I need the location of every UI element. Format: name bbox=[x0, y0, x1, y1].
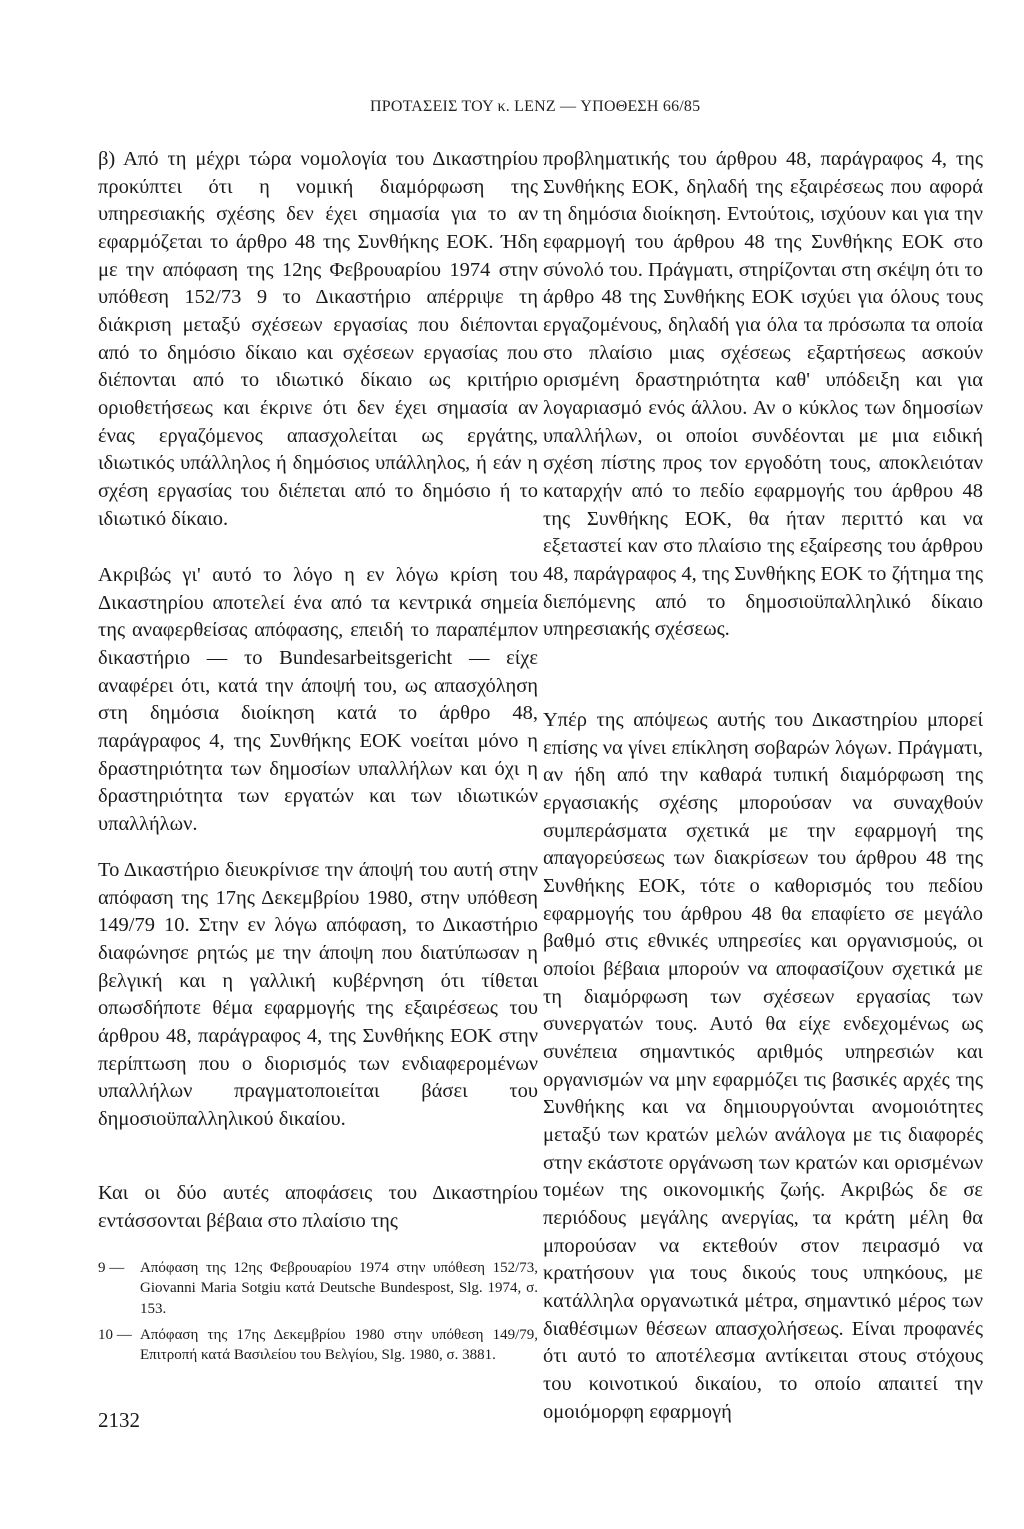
paragraph: Το Δικαστήριο διευκρίνισε την άποψή του αυτή στην απόφαση της 17ης Δεκεμβρίου 1980, στην υπόθεση 149/79 10. Στην εν λόγω απόφαση, το Δικαστήριο διαφώνησε ρητώς με την άποψη που διατύπωσαν η βελγική και η γαλλική κυβέρνηση ότι τίθεται οπωσδήποτε θέμα εφαρμογής της εξαιρέσεως του άρθρου 48, παράγραφος 4, της Συνθήκης ΕΟΚ στην περίπτωση που ο διορισμός των ενδιαφερομένων υπαλλήλων πραγματοποιείται βάσει του δημοσιοϋπαλληλικού δικαίου. bbox=[98, 859, 538, 1131]
footnote-number: 10 — bbox=[98, 1326, 132, 1343]
paragraph: προβληματικής του άρθρου 48, παράγραφος 4, της Συνθήκης ΕΟΚ, δηλαδή της εξαιρέσεως που αφορά τη δημόσια διοίκηση. Εντούτοις, ισχύουν και για την εφαρμογή του άρθρου 48 της Συνθήκης ΕΟΚ στο σύνολό του. Πράγματι, στηρίζονται στη σκέψη ότι το άρθρο 48 της Συνθήκης ΕΟΚ ισχύει για όλους τους εργαζομένους, δηλαδή για όλα τα πρόσωπα τα οποία στο πλαίσιο μιας σχέσεως εξαρτήσεως ασκούν ορισμένη δραστηριότητα καθ' υπόδειξη και για λογαριασμό ενός άλλου. Αν ο κύκλος των δημοσίων υπαλλήλων, οι οποίοι συνδέονται με μια ειδική σχέση πίστης προς τον εργοδότη τους, αποκλειόταν καταρχήν από το πεδίο εφαρμογής του άρθρου 48 της Συνθήκης ΕΟΚ, θα ήταν περιττό και να εξεταστεί καν στο πλαίσιο της εξαίρεσης του άρθρου 48, παράγραφος 4, της Συνθήκης ΕΟΚ το ζήτημα της διεπόμενης από το δημοσιοϋπαλληλικό δίκαιο υπηρεσιακής σχέσεως. bbox=[543, 148, 983, 641]
footnote bbox=[98, 1258, 538, 1319]
running-header: ΠΡΟΤΑΣΕΙΣ ΤΟΥ κ. LENZ — ΥΠΟΘΕΣΗ 66/85 bbox=[370, 98, 701, 115]
footnote-text: Απόφαση της 12ης Φεβρουαρίου 1974 στην υπόθεση 152/73, Giovanni Maria Sotgiu κατά Deutsche Bundespost, Slg. 1974, σ. 153. bbox=[140, 1260, 538, 1317]
paragraph: Υπέρ της απόψεως αυτής του Δικαστηρίου μπορεί επίσης να γίνει επίκληση σοβαρών λόγων. Πράγματι, αν ήδη από την καθαρά τυπική διαμόρφωση της εργασιακής σχέσης μπορούσαν να συναχθούν συμπεράσματα σχετικά με την εφαρμογή της απαγορεύσεως των διακρίσεων του άρθρου 48 της Συνθήκης ΕΟΚ, τότε ο καθορισμός του πεδίου εφαρμογής του άρθρου 48 θα επαφίετο σε μεγάλο βαθμό στις εθνικές υπηρεσίες και οργανισμούς, οι οποίοι βέβαια μπορούν να αποφασίζουν σχετικά με τη διαμόρφωση των σχέσεων εργασίας των συνεργατών τους. Αυτό θα είχε ενδεχομένως ως συνέπεια σημαντικός αριθμός υπηρεσιών και οργανισμών να μην εφαρμόζει τις βασικές αρχές της Συνθήκης και να δημιουργούνται ανομοιότητες μεταξύ των κρατών μελών ανάλογα με τις διαφορές στην εκάστοτε οργάνωση των κρατών και ορισμένων τομέων της οικονομικής ζωής. Ακριβώς δε σε περιόδους μεγάλης ανεργίας, τα κράτη μέλη θα μπορούσαν να εκτεθούν στον πειρασμό να κρατήσουν για τους δικούς τους υπηκόους, με κατάλληλα οργανωτικά μέτρα, σημαντικό μέρος των διαθέσιμων θέσεων απασχολήσεως. Είναι προφανές ότι αυτό το αποτέλεσμα αντίκειται στους στόχους του κοινοτικού δικαίου, το οποίο απαιτεί την ομοιόμορφη εφαρμογή bbox=[543, 709, 983, 1423]
paragraph: Και οι δύο αυτές αποφάσεις του Δικαστηρίου εντάσσονται βέβαια στο πλαίσιο της bbox=[98, 1182, 538, 1232]
footnotes bbox=[98, 1258, 538, 1371]
page-number: 2132 bbox=[98, 1408, 140, 1432]
footnote-number: 9 — bbox=[98, 1260, 125, 1276]
footnote bbox=[98, 1325, 538, 1366]
paragraph: β) Από τη μέχρι τώρα νομολογία του Δικαστηρίου προκύπτει ότι η νομική διαμόρφωση της υπηρεσιακής σχέσης δεν έχει σημασία για το αν εφαρμόζεται το άρθρο 48 της Συνθήκης ΕΟΚ. Ήδη με την απόφαση της 12ης Φεβρουαρίου 1974 στην υπόθεση 152/73 9 το Δικαστήριο απέρριψε τη διάκριση μεταξύ σχέσεων εργασίας που διέπονται από το δημόσιο δίκαιο και σχέσεων εργασίας που διέπονται από το ιδιωτικό δίκαιο ως κριτήριο οριοθετήσεως και έκρινε ότι δεν έχει σημασία αν ένας εργαζόμενος απασχολείται ως εργάτης, ιδιωτικός υπάλληλος ή δημόσιος υπάλληλος, ή εάν η σχέση εργασίας του διέπεται από το δημόσιο ή το ιδιωτικό δίκαιο. bbox=[98, 148, 538, 530]
paragraph: Ακριβώς γι' αυτό το λόγο η εν λόγω κρίση του Δικαστηρίου αποτελεί ένα από τα κεντρικά σημεία της αναφερθείσας απόφασης, επειδή το παραπέμπον δικαστήριο — το Bundesarbeitsgericht — είχε αναφέρει ότι, κατά την άποψή του, ως απασχόληση στη δημόσια διοίκηση κατά το άρθρο 48, παράγραφος 4, της Συνθήκης ΕΟΚ νοείται μόνο η δραστηριότητα των δημοσίων υπαλλήλων και όχι η δραστηριότητα των εργατών και των ιδιωτικών υπαλλήλων. bbox=[98, 564, 538, 836]
footnote-text: Απόφαση της 17ης Δεκεμβρίου 1980 στην υπόθεση 149/79, Επιτροπή κατά Βασιλείου του Βελγίου, Slg. 1980, σ. 3881. bbox=[140, 1326, 538, 1363]
